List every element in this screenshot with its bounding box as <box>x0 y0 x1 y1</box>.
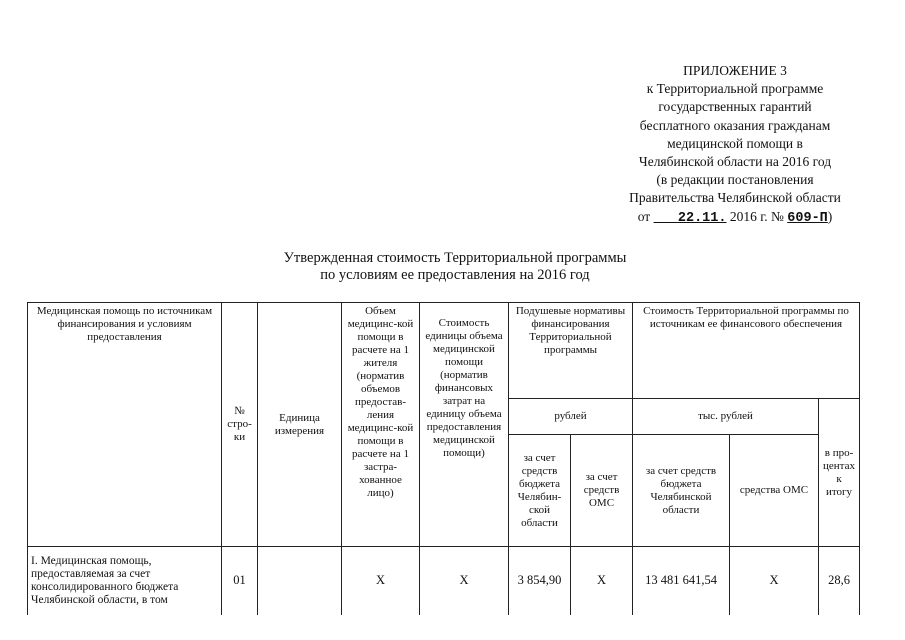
date-prefix: от <box>637 208 651 224</box>
appendix-line: Правительства Челябинской области <box>629 190 841 206</box>
appendix-line: государственных гарантий <box>658 99 812 115</box>
header-unit-rub: рублей <box>509 399 633 435</box>
header-volume: Объем медицинс-кой помощи в расчете на 1 жителя (норматив объемов предостав-ления медицинс-кой помощи в расчете на 1 застра-хованное лицо) <box>342 303 420 547</box>
row-cost-oms: X <box>730 547 819 615</box>
row-unit <box>258 547 342 615</box>
header-line-number: № стро-ки <box>222 303 258 547</box>
header-per-capita: Подушевые нормативы финансирования Территориальной программы <box>509 303 633 399</box>
cost-table <box>27 302 860 615</box>
header-per-capita-oms: за счет средств ОМС <box>571 435 633 547</box>
row-per-capita-budget: 3 854,90 <box>509 547 571 615</box>
appendix-date-line <box>600 208 870 228</box>
header-percent: в про-центах к итогу <box>819 399 860 547</box>
header-unit-thousand: тыс. рублей <box>633 399 819 435</box>
appendix-line: Челябинской области на 2016 год <box>638 154 832 170</box>
table-title-line: по условиям ее предоставления на 2016 год <box>320 267 590 283</box>
row-cost-budget: 13 481 641,54 <box>633 547 730 615</box>
appendix-title: ПРИЛОЖЕНИЕ 3 <box>683 63 787 78</box>
row-volume: X <box>342 547 420 615</box>
row-name: I. Медицинская помощь, предоставляемая за счет консолидированного бюджета Челябинской области, в том <box>28 547 222 615</box>
row-per-capita-oms: X <box>571 547 633 615</box>
appendix-line: (в редакции постановления <box>656 172 814 188</box>
table-row <box>28 547 860 615</box>
row-line-number: 01 <box>222 547 258 615</box>
date-mid: 2016 г. № <box>729 208 784 224</box>
header-unit: Единица измерения <box>258 303 342 547</box>
appendix-line: к Территориальной программе <box>646 81 824 97</box>
row-percent: 28,6 <box>819 547 860 615</box>
header-unit-cost: Стоимость единицы объема медицинской помощи (норматив финансовых затрат на единицу объема предоставления медицинской помощи) <box>420 303 509 547</box>
appendix-line: бесплатного оказания гражданам <box>639 117 831 133</box>
table-title-line: Утвержденная стоимость Территориальной программы <box>283 250 627 266</box>
resolution-date: 22.11. <box>677 210 727 226</box>
header-per-capita-budget: за счет средств бюджета Челябин-ской области <box>509 435 571 547</box>
appendix-line: медицинской помощи в <box>667 135 803 151</box>
resolution-number: 609-П <box>787 210 828 226</box>
number-suffix: ) <box>827 208 833 224</box>
appendix-block <box>600 62 870 228</box>
header-medical-care: Медицинская помощь по источникам финансирования и условиям предоставления <box>28 303 222 547</box>
row-unit-cost: X <box>420 547 509 615</box>
table-title <box>240 250 670 284</box>
header-cost-budget: за счет средств бюджета Челябинской области <box>633 435 730 547</box>
header-cost-oms: средства ОМС <box>730 435 819 547</box>
header-program-cost: Стоимость Территориальной программы по источникам ее финансового обеспечения <box>633 303 860 399</box>
